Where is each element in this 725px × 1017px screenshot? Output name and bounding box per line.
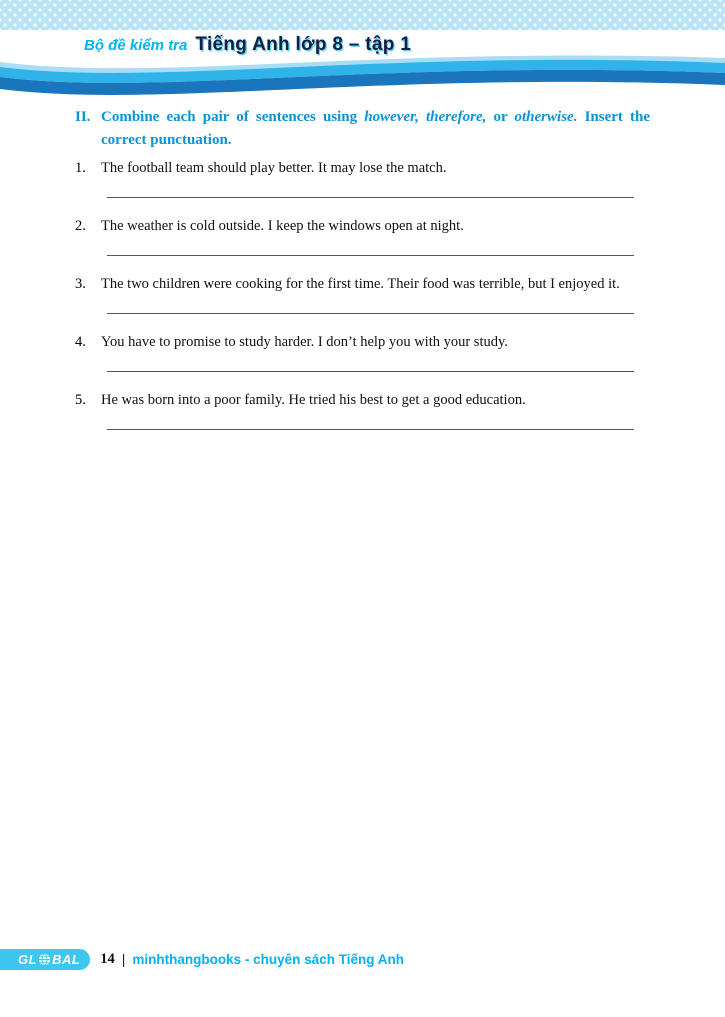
logo-text-prefix: GL [18,951,38,967]
header-dotted-band [0,0,725,30]
item-body [101,216,650,256]
item-body [101,390,650,430]
exercise-heading [75,106,650,152]
answer-blank-line [107,255,634,256]
item-body [101,332,650,372]
instruction-segment: Insert the correct punctuation. [101,109,651,148]
item-sentence: The weather is cold outside. I keep the windows open at night. [101,218,464,234]
item-body [101,274,650,314]
instruction-segment-italic: otherwise. [514,109,578,125]
series-title: Bộ đề kiểm tra [84,37,188,54]
item-body [101,158,650,198]
item-sentence: He was born into a poor family. He tried his best to get a good education. [101,392,526,408]
instruction-segment: or [486,109,515,125]
item-sentence: The football team should play better. It may lose the match. [101,160,447,176]
exercise-item-3 [75,274,650,314]
logo-text-suffix: BAL [52,951,81,967]
page-number: 14 [100,950,115,967]
exercise-instruction [101,106,650,152]
item-sentence: The two children were cooking for the first time. Their food was terrible, but I enjoyed it. [101,276,620,292]
answer-blank-line [107,429,634,430]
globe-icon [38,953,51,966]
instruction-segment: Combine each pair of sentences using [101,109,365,125]
answer-blank-line [107,371,634,372]
exercise-item-2 [75,216,650,256]
publisher-text: minhthangbooks - chuyên sách Tiếng Anh [132,951,404,967]
item-number: 3. [75,276,86,292]
global-logo [0,949,90,970]
exercise-item-1 [75,158,650,198]
book-title: Tiếng Anh lớp 8 – tập 1 [195,34,412,55]
footer-separator: | [121,951,126,967]
item-number: 2. [75,218,86,234]
item-number: 4. [75,334,86,350]
header-wave-decoration [0,52,725,100]
page-footer [0,946,725,972]
instruction-segment-italic: however, therefore, [364,109,487,125]
item-sentence: You have to promise to study harder. I don’t help you with your study. [101,334,508,350]
answer-blank-line [107,197,634,198]
exercise-item-4 [75,332,650,372]
exercise-number: II. [75,109,91,125]
item-number: 5. [75,392,86,408]
exercise-items [75,158,650,448]
answer-blank-line [107,313,634,314]
exercise-item-5 [75,390,650,430]
item-number: 1. [75,160,86,176]
